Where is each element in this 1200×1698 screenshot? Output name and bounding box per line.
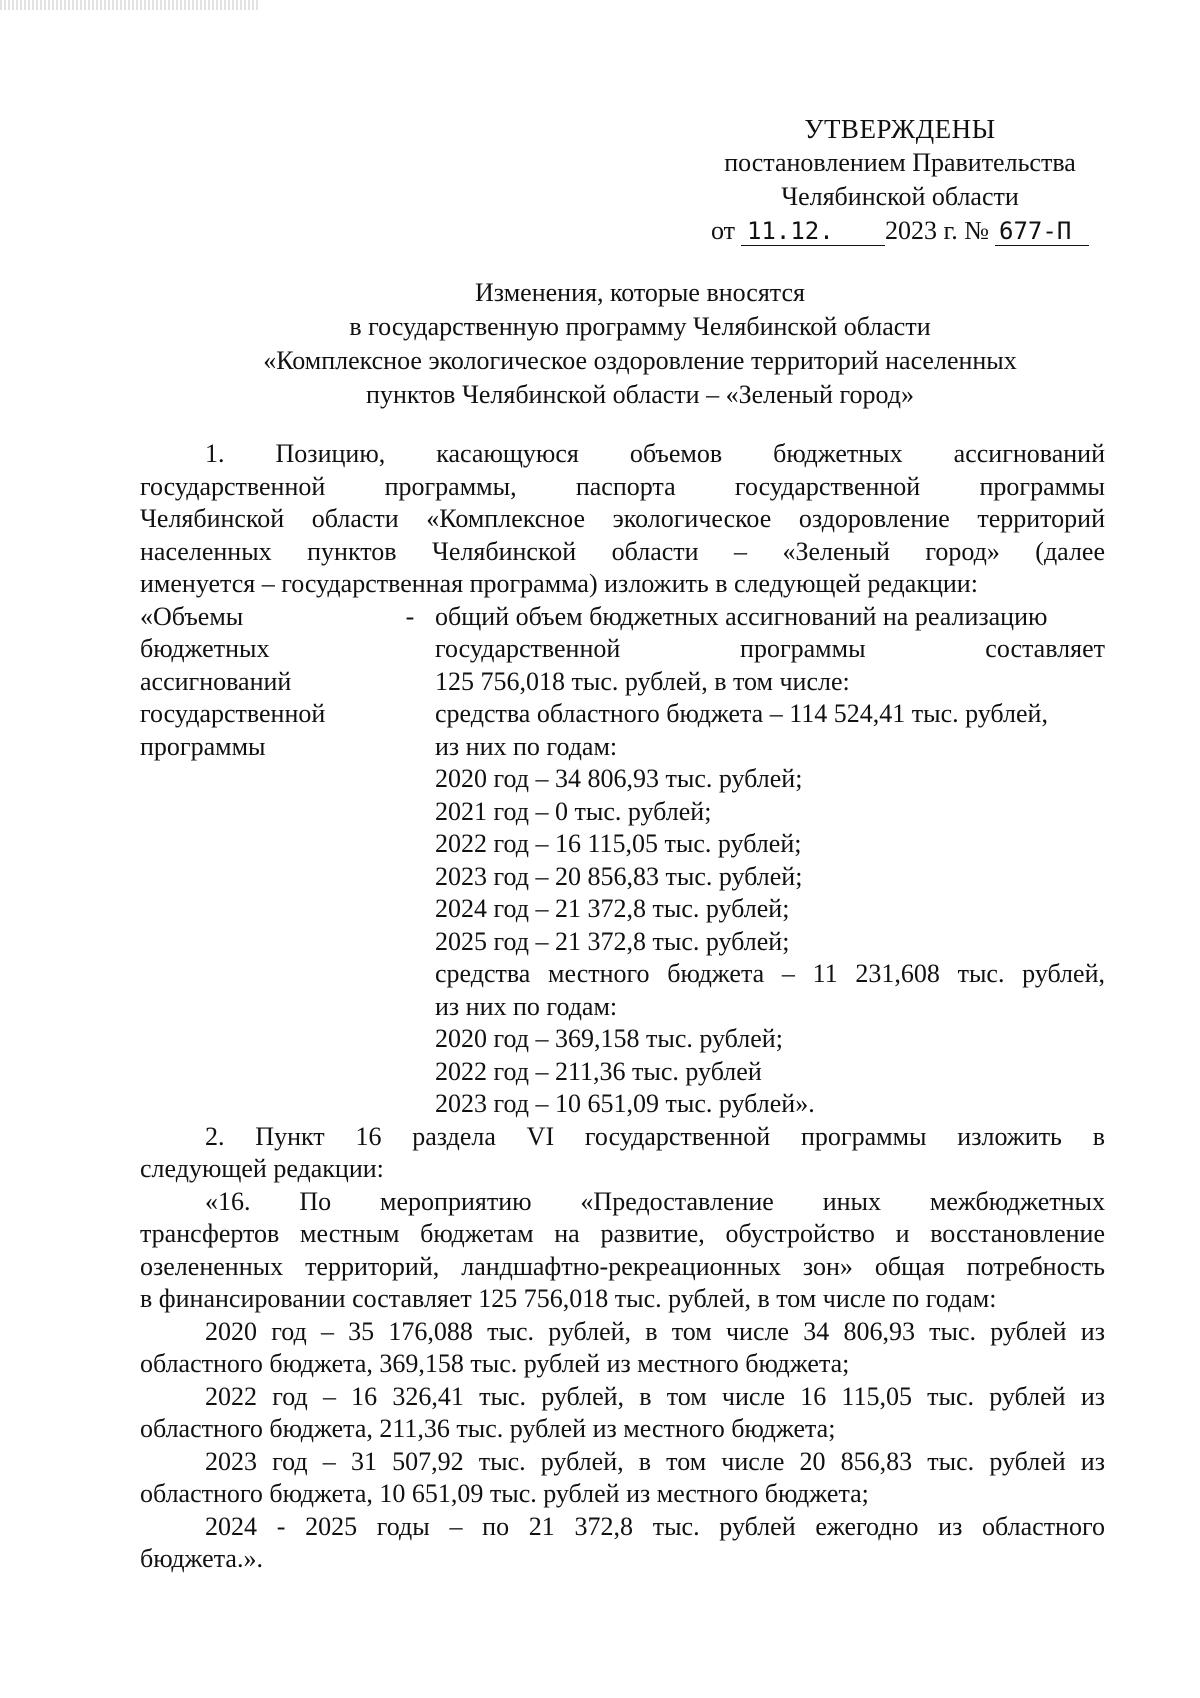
item-1-line-5: именуется – государственная программа) изложить в следующей редакции: [140, 569, 978, 598]
passport-label-line: бюджетных [140, 634, 270, 663]
heading-line-4: пунктов Челябинской области – «Зеленый город» [366, 380, 914, 409]
document-heading [140, 276, 1140, 412]
item-1-line-4: населенных пунктов Челябинской области – «Зеленый город» (далее [140, 536, 1105, 566]
passport-value-line: из них по годам: [435, 991, 618, 1021]
approval-line-2: Челябинской области [781, 182, 1019, 211]
year-line-1: 2024 - 2025 годы – по 21 372,8 тыс. рублей ежегодно из областного [205, 1511, 1105, 1541]
item-16-line-4: в финансировании составляет 125 756,018 тыс. рублей, в том числе по годам: [140, 1284, 997, 1313]
item-1-line-1: 1. Позицию, касающуюся объемов бюджетных ассигнований [205, 439, 1105, 468]
year-line-1: 2020 год – 35 176,088 тыс. рублей, в том числе 34 806,93 тыс. рублей из [205, 1316, 1105, 1346]
passport-value [435, 601, 1105, 1121]
item-16-line-2: трансфертов местным бюджетам на развитие, обустройство и восстановление [140, 1219, 1105, 1248]
year-paragraph-2024-2025 [140, 1511, 1105, 1576]
passport-value-line: средства местного бюджета – 11 231,608 тыс. рублей, [435, 959, 1105, 988]
passport-value-line: 2020 год – 369,158 тыс. рублей; [435, 1024, 783, 1053]
item-16-paragraph [140, 1186, 1105, 1316]
passport-value-line: 2025 год – 21 372,8 тыс. рублей; [435, 926, 790, 956]
year-line-1: 2022 год – 16 326,41 тыс. рублей, в том числе 16 115,05 тыс. рублей из [205, 1381, 1105, 1411]
item-2-line-2: следующей редакции: [140, 1154, 384, 1183]
approval-title: УТВЕРЖДЕНЫ [804, 114, 996, 144]
year-line-2: областного бюджета, 10 651,09 тыс. рублей из местного бюджета; [140, 1479, 869, 1508]
passport-dash: - [405, 601, 415, 631]
passport-value-line: средства областного бюджета – 114 524,41 тыс. рублей, [435, 699, 1048, 728]
item-16-line-3: озелененных территорий, ландшафтно-рекреационных зон» общая потребность [140, 1251, 1105, 1281]
passport-label-line: ассигнований [140, 666, 292, 696]
passport-value-line: государственной программы составляет [435, 634, 1105, 663]
year-line-2: областного бюджета, 369,158 тыс. рублей из местного бюджета; [140, 1349, 850, 1378]
year-line-2: бюджета.». [140, 1544, 263, 1573]
passport-label-line: государственной [140, 699, 326, 728]
year-paragraph-2023 [140, 1446, 1105, 1511]
date-prefix: от [710, 216, 735, 245]
year-paragraph-2022 [140, 1381, 1105, 1446]
passport-value-line: 2021 год – 0 тыс. рублей; [435, 796, 712, 826]
passport-value-line: 2023 год – 10 651,09 тыс. рублей». [435, 1089, 815, 1118]
passport-label-line: «Объемы [140, 601, 244, 631]
handwritten-date: 11.12. [741, 217, 885, 246]
item-1-paragraph [140, 438, 1105, 601]
item-16-line-1: «16. По мероприятию «Предоставление иных межбюджетных [205, 1186, 1105, 1216]
passport-value-line: 2022 год – 16 115,05 тыс. рублей; [435, 829, 802, 858]
passport-value-line: общий объем бюджетных ассигнований на реализацию [435, 601, 1048, 631]
passport-label [140, 601, 385, 1121]
year-line-1: 2023 год – 31 507,92 тыс. рублей, в том числе 20 856,83 тыс. рублей из [205, 1446, 1105, 1476]
heading-line-3: «Комплексное экологическое оздоровление территорий населенных [263, 346, 1017, 375]
scan-artifact [0, 0, 260, 10]
year-text: 2023 г. № [884, 216, 990, 245]
passport-table [140, 601, 1105, 1121]
passport-value-line: 2022 год – 211,36 тыс. рублей [435, 1056, 762, 1086]
passport-value-line: 2023 год – 20 856,83 тыс. рублей; [435, 861, 803, 891]
item-2-paragraph [140, 1121, 1105, 1186]
passport-value-line: 2024 год – 21 372,8 тыс. рублей; [435, 894, 790, 923]
approval-line-1: постановлением Правительства [724, 148, 1076, 177]
passport-value-line: из них по годам: [435, 731, 618, 761]
approval-block [700, 112, 1100, 248]
passport-value-line: 2020 год – 34 806,93 тыс. рублей; [435, 764, 803, 793]
handwritten-number: 677-П [995, 217, 1089, 246]
year-paragraph-2020 [140, 1316, 1105, 1381]
passport-label-line: программы [140, 731, 266, 761]
heading-line-1: Изменения, которые вносятся [475, 278, 805, 307]
item-2-line-1: 2. Пункт 16 раздела VI государственной программы изложить в [205, 1121, 1105, 1151]
approval-date-line [700, 214, 1100, 248]
passport-value-line: 125 756,018 тыс. рублей, в том числе: [435, 666, 850, 696]
document-body [140, 438, 1105, 1576]
item-1-line-3: Челябинской области «Комплексное экологическое оздоровление территорий [140, 504, 1105, 533]
item-1-line-2: государственной программы, паспорта государственной программы [140, 471, 1105, 501]
heading-line-2: в государственную программу Челябинской области [349, 312, 931, 341]
year-line-2: областного бюджета, 211,36 тыс. рублей из местного бюджета; [140, 1414, 836, 1443]
